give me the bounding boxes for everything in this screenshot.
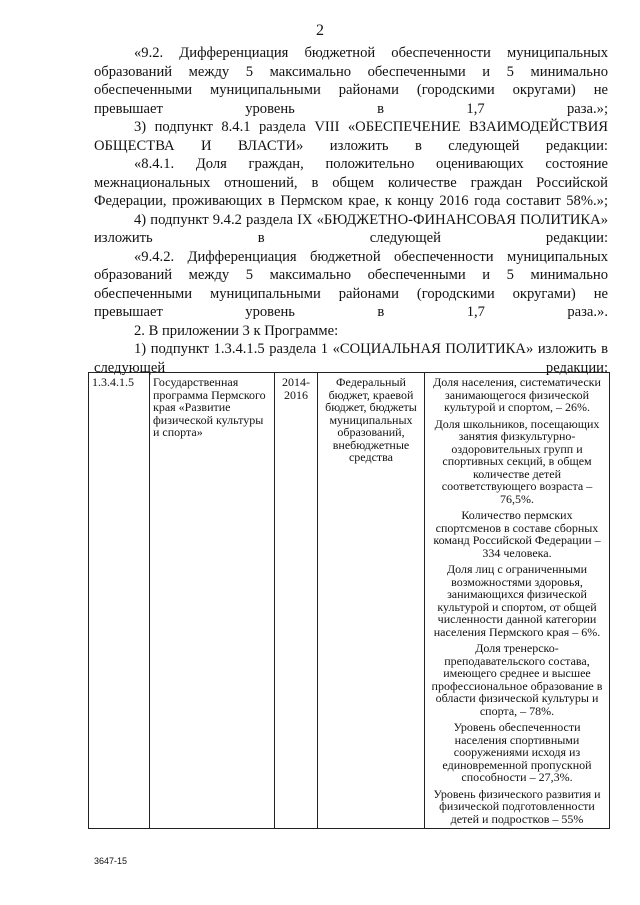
paragraph-9-2: «9.2. Дифференциация бюджетной обеспеченности муниципальных образований между 5 максимально обеспеченными и 5 минимально обеспеченными муниципальными районами (городскими округами) не превышает уровень в 1,7 раза.»;: [94, 45, 608, 117]
cell-years: 2014-2016: [275, 373, 318, 829]
indicator-item: Доля лиц с ограниченными возможностями здоровья, занимающихся физической культурой и спортом, от общей численности данной категории населения Пермского края – 6%.: [433, 562, 601, 639]
paragraph-item-3: 3) подпункт 8.4.1 раздела VIII «ОБЕСПЕЧЕНИЕ ВЗАИМОДЕЙСТВИЯ ОБЩЕСТВА И ВЛАСТИ» изложить в следующей редакции:: [94, 119, 608, 154]
paragraph-item-4: 4) подпункт 9.4.2 раздела IX «БЮДЖЕТНО-ФИНАНСОВАЯ ПОЛИТИКА» изложить в следующей редакции:: [94, 211, 608, 246]
paragraph-appendix-3: 2. В приложении 3 к Программе:: [134, 322, 339, 339]
table-row: [89, 373, 610, 829]
indicator-item: Уровень обеспеченности населения спортивными сооружениями исходя из единовременной пропускной способности – 27,3%.: [442, 720, 592, 784]
cell-indicators: [425, 373, 610, 829]
paragraph-9-4-2: «9.4.2. Дифференциация бюджетной обеспеченности муниципальных образований между 5 максимально обеспеченными и 5 минимально обеспеченными муниципальными районами (городскими округами) не превышает уровень в 1,7 раза.».: [94, 248, 608, 320]
document-body: [94, 44, 608, 377]
cell-program-name: Государственная программа Пермского края «Развитие физической культуры и спорта»: [150, 373, 275, 829]
paragraph-subitem-1: 1) подпункт 1.3.4.1.5 раздела 1 «СОЦИАЛЬНАЯ ПОЛИТИКА» изложить в следующей редакции:: [94, 341, 608, 376]
cell-funding-sources: Федеральный бюджет, краевой бюджет, бюджеты муниципальных образований, внебюджетные средства: [318, 373, 425, 829]
indicator-item: Доля тренерско-преподавательского состава, имеющего среднее и высшее профессиональное образование в области физической культуры и спорта, – 78%.: [431, 641, 603, 718]
indicator-item: Уровень физического развития и физической подготовленности детей и подростков – 55%: [433, 786, 601, 826]
indicator-item: Доля школьников, посещающих занятия физкультурно-оздоровительных групп и спортивных секций, в общем количестве детей соответствующего возраста – 76,5%.: [434, 416, 600, 506]
document-code: 3647-15: [94, 856, 128, 866]
indicator-item: Количество пермских спортсменов в составе сборных команд Российской Федерации – 334 человека.: [433, 508, 601, 560]
page-number: 2: [316, 22, 324, 39]
paragraph-8-4-1: «8.4.1. Доля граждан, положительно оценивающих состояние межнациональных отношений, в общем количестве граждан Российской Федерации, проживающих в Пермском крае, к концу 2016 года составит 58%.»;: [94, 156, 608, 209]
indicator-item: Доля населения, систематически занимающегося физической культурой и спортом, – 26%.: [433, 375, 601, 414]
program-table: [88, 372, 610, 829]
cell-number: 1.3.4.1.5: [89, 373, 150, 829]
